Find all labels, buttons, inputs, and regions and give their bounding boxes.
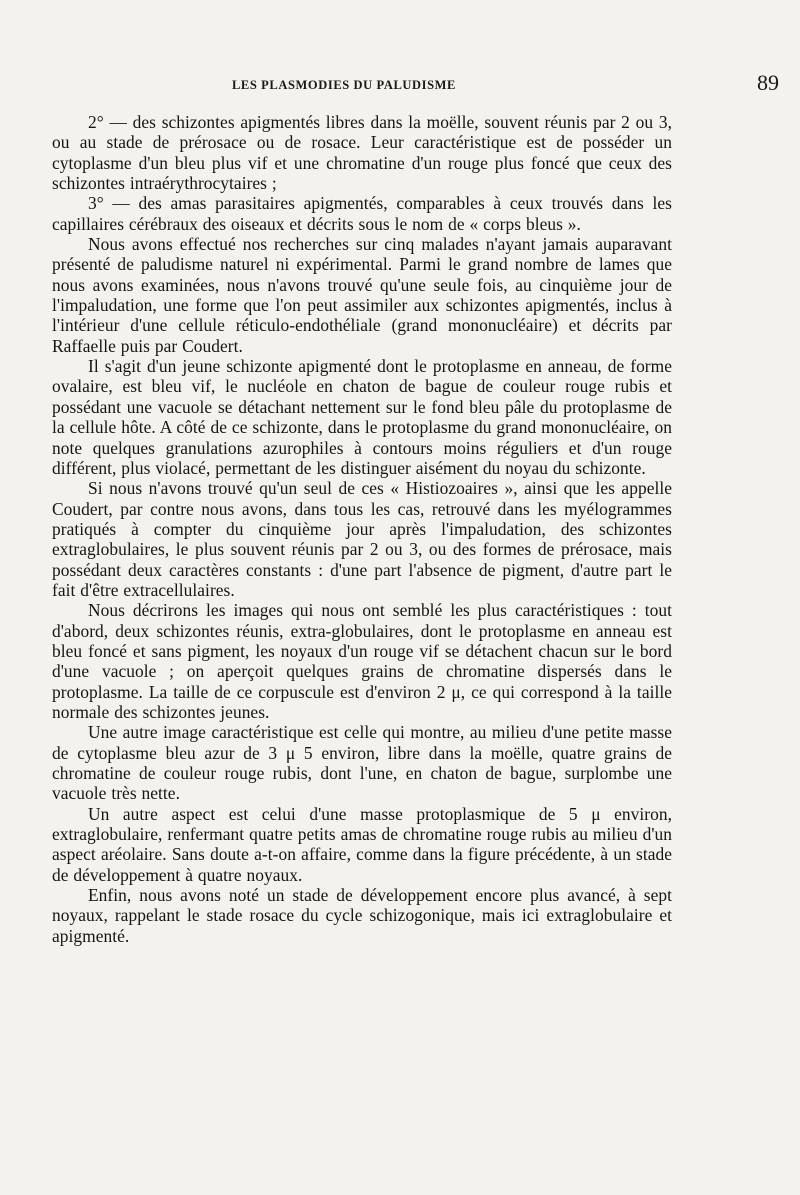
paragraph: Il s'agit d'un jeune schizonte apigmenté dont le protoplasme en anneau, de forme ovalaire, est bleu vif, le nucléole en chaton de bague de couleur rouge rubis et possédant une vacuole se détachant nettement sur le fond bleu pâle du protoplasme de la cellule hôte. A côté de ce schizonte, dans le protoplasme du grand mononucléaire, on note quelques granulations azurophiles à contours moins réguliers et d'un rouge différent, plus violacé, permettant de les distinguer aisément du noyau du schizonte. xyxy=(52,356,672,478)
paragraph: Une autre image caractéristique est celle qui montre, au milieu d'une petite masse de cytoplasme bleu azur de 3 μ 5 environ, libre dans la moëlle, quatre grains de chromatine de couleur rouge rubis, dont l'une, en chaton de bague, surplombe une vacuole très nette. xyxy=(52,722,672,804)
body-text xyxy=(52,112,672,946)
paragraph: Un autre aspect est celui d'une masse protoplasmique de 5 μ environ, extraglobulaire, renfermant quatre petits amas de chromatine rouge rubis au milieu d'un aspect aréolaire. Sans doute a-t-on affaire, comme dans la figure précédente, à un stade de développement à quatre noyaux. xyxy=(52,803,672,885)
paragraph: Nous décrirons les images qui nous ont semblé les plus caractéristiques : tout d'abord, deux schizontes réunis, extra-globulaires, dont le protoplasme en anneau est bleu foncé et sans pigment, les noyaux d'un rouge vif se détachent chacun sur le bord d'une vacuole ; on aperçoit quelques grains de chromatine dispersés dans le protoplasme. La taille de ce corpuscule est d'environ 2 μ, ce qui correspond à la taille normale des schizontes jeunes. xyxy=(52,600,672,722)
paragraph: 2° — des schizontes apigmentés libres dans la moëlle, souvent réunis par 2 ou 3, ou au stade de prérosace ou de rosace. Leur caractéristique est de posséder un cytoplasme d'un bleu plus vif et une chromatine d'un rouge plus foncé que ceux des schizontes intraérythrocytaires ; xyxy=(52,112,672,194)
running-head xyxy=(0,70,800,100)
paragraph: Nous avons effectué nos recherches sur cinq malades n'ayant jamais auparavant présenté de paludisme naturel ni expérimental. Parmi le grand nombre de lames que nous avons examinées, nous n'avons trouvé qu'une seule fois, au cinquième jour de l'impaludation, une forme que l'on peut assimiler aux schizontes apigmentés, inclus à l'intérieur d'une cellule réticulo-endothéliale (grand mononucléaire) et décrits par Raffaelle puis par Coudert. xyxy=(52,234,672,356)
paragraph: 3° — des amas parasitaires apigmentés, comparables à ceux trouvés dans les capillaires cérébraux des oiseaux et décrits sous le nom de « corps bleus ». xyxy=(52,193,672,234)
paragraph: Enfin, nous avons noté un stade de développement encore plus avancé, à sept noyaux, rappelant le stade rosace du cycle schizogonique, mais ici extraglobulaire et apigmenté. xyxy=(52,885,672,946)
running-title: LES PLASMODIES DU PALUDISME xyxy=(232,78,456,92)
page-number: 89 xyxy=(757,70,779,95)
paragraph: Si nous n'avons trouvé qu'un seul de ces « Histiozoaires », ainsi que les appelle Coudert, par contre nous avons, dans tous les cas, retrouvé dans les myélogrammes pratiqués à compter du cinquième jour après l'impaludation, des schizontes extraglobulaires, le plus souvent réunis par 2 ou 3, ou des formes de prérosace, mais possédant deux caractères constants : d'une part l'absence de pigment, d'autre part le fait d'être extracellulaires. xyxy=(52,478,672,600)
